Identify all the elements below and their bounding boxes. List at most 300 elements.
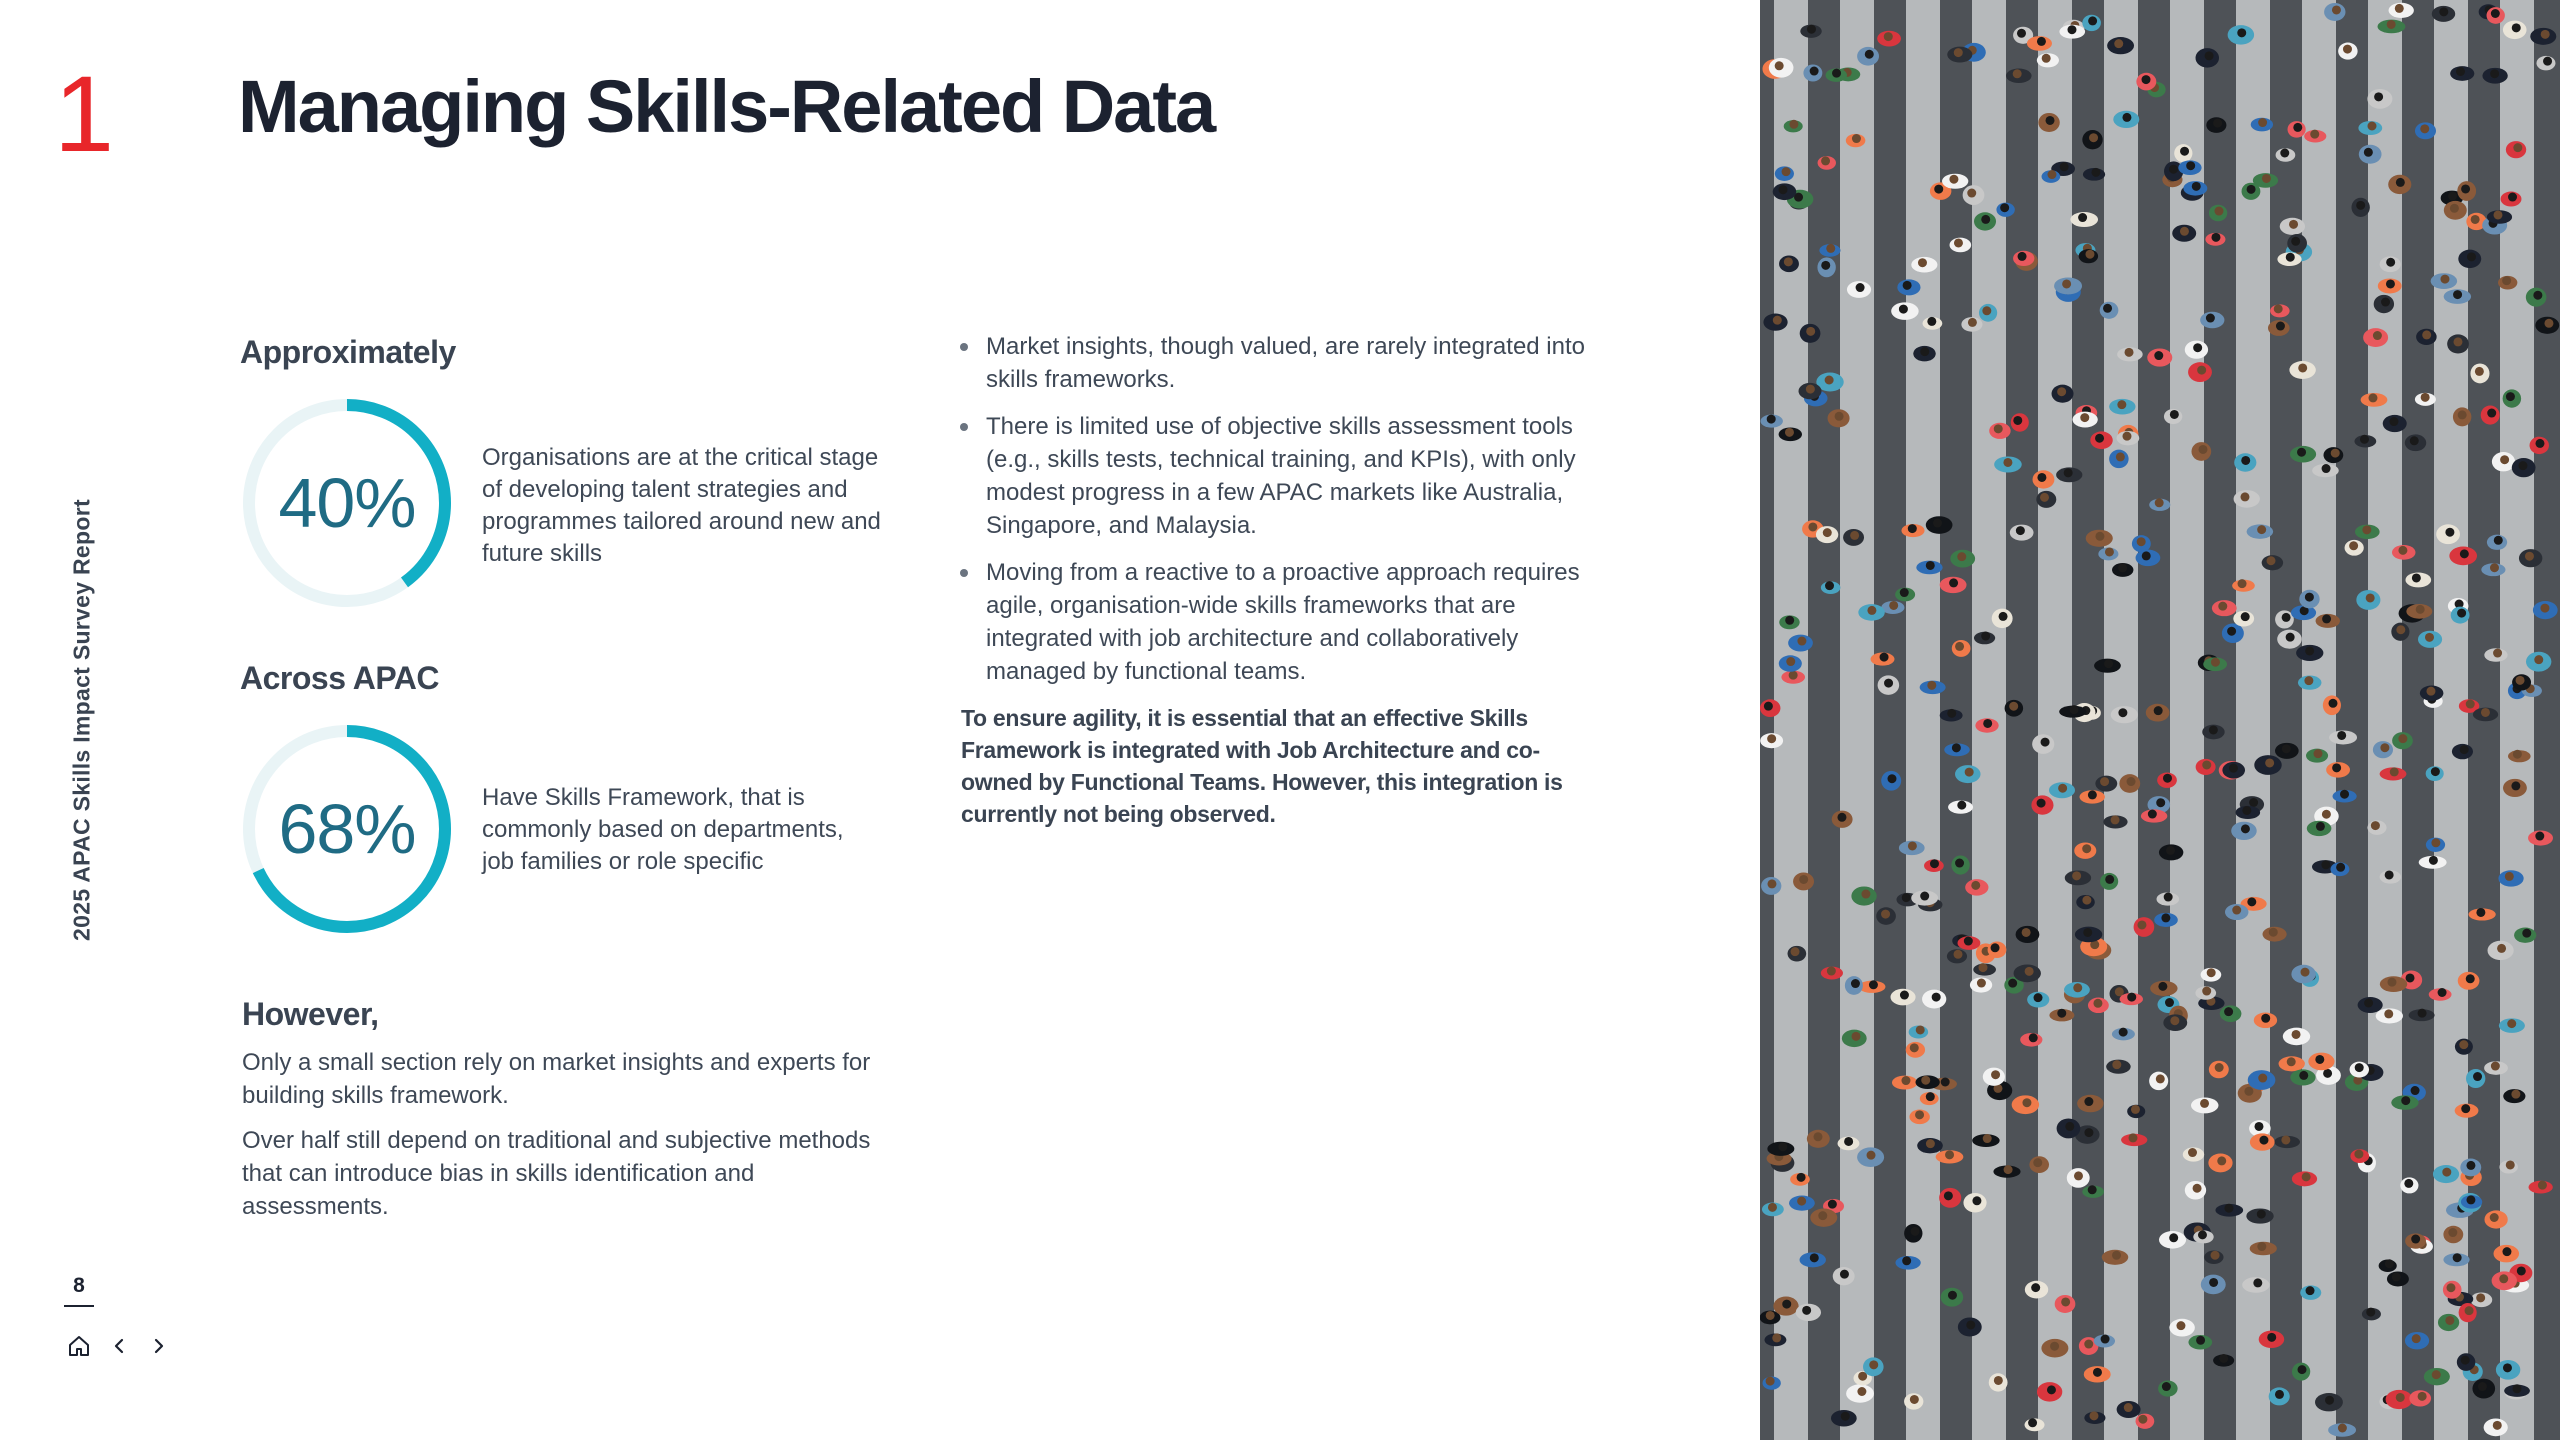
pedestrian (2291, 965, 2315, 984)
pedestrian (2470, 363, 2489, 383)
pedestrian (2117, 347, 2143, 361)
pedestrian (1871, 653, 1895, 666)
pedestrian (2383, 415, 2407, 432)
pedestrian (2268, 320, 2290, 336)
pedestrian (2415, 393, 2436, 406)
pedestrian (2275, 743, 2299, 759)
pedestrian (2338, 43, 2357, 60)
pedestrian (2117, 1401, 2141, 1418)
pedestrian (1773, 183, 1797, 200)
pedestrian (2075, 927, 2102, 943)
pedestrian (1949, 238, 1971, 253)
pedestrian (2350, 1149, 2369, 1163)
pedestrian (2292, 1171, 2317, 1186)
pedestrian (2415, 122, 2436, 139)
pedestrian (2037, 53, 2059, 67)
pedestrian (2438, 1314, 2459, 1331)
pedestrian (2209, 1061, 2229, 1079)
pedestrian (2292, 1363, 2310, 1381)
pedestrian (2388, 175, 2411, 194)
chevron-left-icon (109, 1336, 129, 1356)
pedestrian (1773, 1297, 1798, 1316)
pedestrian (2220, 1005, 2242, 1022)
pedestrian (2191, 1097, 2218, 1113)
crosswalk-stripe (1774, 0, 1808, 1440)
pedestrian (2136, 73, 2156, 91)
pedestrian (2460, 1159, 2481, 1177)
pedestrian (2193, 1230, 2213, 1243)
pedestrian (2270, 304, 2290, 317)
pedestrian (1821, 967, 1843, 980)
crosswalk-stripe (1840, 0, 1874, 1440)
pedestrian (2013, 251, 2034, 266)
pedestrian (2262, 555, 2283, 570)
pedestrian (1816, 526, 1838, 543)
crosswalk-stripe (2302, 0, 2336, 1440)
pedestrian (2111, 706, 2138, 723)
pedestrian (1975, 718, 1998, 732)
pedestrian (2254, 1013, 2277, 1029)
pedestrian (2499, 1018, 2525, 1033)
pedestrian (2242, 183, 2261, 200)
pedestrian (2025, 1418, 2045, 1431)
pedestrian (2487, 7, 2505, 24)
pedestrian (2466, 1069, 2485, 1088)
pedestrian (2159, 1231, 2186, 1249)
pedestrian (1828, 409, 1850, 427)
pedestrian (2316, 614, 2340, 628)
stat-value: 40% (278, 464, 416, 542)
pedestrian (2498, 276, 2517, 290)
pedestrian (2323, 695, 2341, 715)
pedestrian (2204, 1250, 2223, 1263)
pedestrian (2280, 218, 2305, 235)
pedestrian (2380, 976, 2407, 992)
pedestrian (1895, 588, 1915, 602)
pedestrian (1926, 516, 1953, 534)
pedestrian (2499, 1160, 2518, 1173)
pedestrian (1890, 989, 1915, 1006)
pedestrian (2208, 1153, 2232, 1172)
pedestrian (2443, 1253, 2469, 1266)
pedestrian (1799, 383, 1822, 399)
pedestrian (1762, 1202, 1784, 1216)
pedestrian (2373, 741, 2393, 758)
pedestrian (1895, 1256, 1920, 1270)
pedestrian (2498, 870, 2523, 886)
pedestrian (1796, 1304, 1821, 1321)
pedestrian (2457, 181, 2476, 201)
pedestrian (1761, 877, 1781, 895)
pedestrian (2052, 385, 2074, 403)
pedestrian (2345, 540, 2364, 556)
pedestrian (1989, 423, 2010, 439)
pedestrian (1793, 872, 1814, 890)
pedestrian (1948, 801, 1973, 814)
list-item: There is limited use of objective skills assessment tools (e.g., skills tests, technical training, and KPIs), with only modest progress in a few APAC markets like Australia, Singapore, and Malaysia. (958, 410, 1618, 542)
pedestrian (2356, 590, 2380, 610)
pedestrian (2172, 225, 2196, 242)
pedestrian (1876, 907, 1896, 925)
pedestrian (2300, 1285, 2321, 1300)
pedestrian (1906, 1042, 1925, 1058)
pedestrian (2041, 1339, 2068, 1358)
pedestrian (2405, 434, 2426, 451)
pedestrian (1963, 1193, 1986, 1213)
pedestrian (2482, 68, 2507, 84)
pedestrian (2016, 926, 2040, 943)
pedestrian (2201, 1275, 2226, 1295)
pedestrian (2163, 1014, 2187, 1031)
pedestrian (2449, 547, 2477, 566)
pedestrian (2025, 1281, 2048, 1299)
pedestrian (1842, 1030, 1867, 1047)
pedestrian (1760, 733, 1783, 748)
pedestrian (2484, 1061, 2508, 1075)
pedestrian (1763, 1377, 1781, 1390)
pedestrian (2290, 1069, 2315, 1085)
pedestrian (2032, 734, 2054, 754)
pedestrian (2451, 607, 2470, 624)
pedestrian (2380, 767, 2407, 780)
pedestrian (2484, 1418, 2508, 1436)
pedestrian (2156, 892, 2179, 905)
pedestrian (1779, 615, 1799, 629)
pedestrian (2277, 252, 2301, 266)
pedestrian (2112, 563, 2133, 577)
pedestrian (2526, 652, 2551, 672)
pedestrian (2094, 659, 2121, 673)
pedestrian (1947, 949, 1967, 963)
pedestrian (2416, 329, 2437, 345)
pedestrian (2191, 442, 2211, 461)
pedestrian (1958, 1317, 1982, 1336)
pedestrian (1996, 203, 2014, 217)
pedestrian (2250, 1133, 2275, 1150)
pedestrian (2323, 447, 2343, 463)
pedestrian (2526, 288, 2547, 307)
list-item: Moving from a reactive to a proactive approach requires agile, organisation-wide skills frameworks that are integrated with job architecture and collaboratively managed by functional teams. (958, 556, 1618, 688)
pedestrian (2079, 790, 2104, 803)
pedestrian (2533, 601, 2558, 619)
pedestrian (2530, 437, 2549, 454)
pedestrian (2196, 759, 2216, 775)
pedestrian (1763, 314, 1787, 331)
pedestrian (2037, 1382, 2062, 1401)
pedestrian (1858, 604, 1884, 621)
pedestrian (1891, 302, 1918, 320)
pedestrian (2453, 407, 2471, 426)
pedestrian (1847, 281, 1871, 298)
pedestrian (1899, 841, 1925, 855)
pedestrian (2329, 730, 2357, 744)
pedestrian (2228, 25, 2255, 44)
pedestrian (2452, 744, 2473, 759)
emphasis-statement: To ensure agility, it is essential that an effective Skills Framework is integrated with Job Architecture and co-owned by Functional Teams. However, this integration is currently not being observed. (961, 705, 1563, 827)
pedestrian (2076, 895, 2095, 909)
pedestrian (1915, 1075, 1939, 1089)
pedestrian (1974, 212, 1996, 230)
pedestrian (2473, 708, 2498, 722)
pedestrian (1775, 166, 1794, 181)
pedestrian (2392, 545, 2416, 560)
pedestrian (2235, 806, 2260, 819)
pedestrian (2472, 1379, 2495, 1399)
pedestrian (2056, 467, 2082, 482)
pedestrian (2038, 113, 2059, 132)
pedestrian (2458, 250, 2481, 268)
pedestrian (2503, 1089, 2525, 1103)
pedestrian (2055, 1295, 2076, 1313)
pedestrian (1936, 1150, 1964, 1163)
pedestrian (1917, 1138, 1943, 1153)
pedestrian (2367, 820, 2386, 835)
previous-page-button[interactable] (106, 1333, 132, 1359)
pedestrian (2136, 1414, 2155, 1429)
pedestrian (2248, 1070, 2276, 1090)
pedestrian (1818, 156, 1836, 170)
pedestrian (2496, 1360, 2520, 1380)
pedestrian (2065, 870, 2091, 885)
pedestrian (2355, 525, 2380, 539)
pedestrian (1950, 550, 1975, 568)
pedestrian (2506, 141, 2526, 158)
pedestrian (2374, 295, 2394, 313)
next-page-button[interactable] (146, 1333, 172, 1359)
pedestrian (2287, 234, 2307, 253)
pedestrian (1904, 1224, 1922, 1243)
pedestrian (1963, 185, 1985, 205)
pedestrian (2494, 1245, 2520, 1263)
pedestrian (1965, 879, 1988, 895)
pedestrian (2289, 361, 2315, 379)
pedestrian (2157, 773, 2177, 788)
pedestrian (2326, 762, 2350, 778)
pedestrian (1767, 1142, 1794, 1156)
pedestrian (2209, 205, 2227, 222)
pedestrian (1970, 977, 1992, 992)
pedestrian (2512, 674, 2531, 690)
pedestrian (1881, 771, 1901, 791)
pedestrian (2203, 657, 2227, 671)
pedestrian (1788, 946, 1807, 962)
pedestrian (2519, 549, 2542, 567)
crosswalk-stripe (1906, 0, 1940, 1440)
pedestrian (1920, 681, 1946, 695)
pedestrian (2459, 1303, 2477, 1322)
pedestrian (1807, 1130, 1830, 1148)
pedestrian (2134, 917, 2155, 937)
pedestrian (2406, 604, 2432, 619)
pedestrian (1838, 1137, 1860, 1151)
pedestrian (2312, 464, 2339, 477)
pedestrian (2269, 1387, 2290, 1405)
pedestrian (2400, 1177, 2418, 1193)
pedestrian (1779, 655, 1802, 672)
page-title: Managing Skills-Related Data (238, 65, 1215, 148)
pedestrian (2488, 941, 2514, 960)
pedestrian (2082, 15, 2101, 31)
pedestrian (2378, 278, 2402, 293)
pedestrian (2011, 413, 2029, 432)
pedestrian (1857, 47, 1879, 66)
pedestrian (2020, 1033, 2042, 1047)
pedestrian (2409, 1390, 2431, 1406)
pedestrian (2259, 1331, 2285, 1348)
pedestrian (2031, 795, 2053, 814)
pedestrian (2359, 145, 2382, 164)
pedestrian (1803, 65, 1822, 82)
pedestrian (1878, 675, 1900, 694)
pedestrian (2290, 446, 2316, 463)
pedestrian (2426, 838, 2445, 852)
pedestrian (2196, 48, 2220, 67)
pedestrian (2136, 550, 2161, 567)
pedestrian (1979, 304, 1997, 322)
pedestrian (2512, 458, 2536, 477)
pedestrian (2027, 992, 2049, 1008)
pedestrian (2141, 809, 2167, 822)
pedestrian (1941, 1288, 1964, 1307)
pedestrian (2481, 405, 2500, 424)
pedestrian (2376, 1008, 2403, 1023)
pedestrian (1972, 1134, 1999, 1147)
pedestrian (2487, 535, 2507, 550)
pedestrian (2405, 572, 2431, 587)
pedestrian (2492, 452, 2515, 471)
pedestrian (2158, 1380, 2178, 1396)
page-navigation (66, 1333, 172, 1359)
pedestrian (2455, 1039, 2473, 1055)
pedestrian (2029, 1156, 2049, 1173)
pedestrian (2109, 399, 2135, 415)
pedestrian (1951, 855, 1969, 874)
pedestrian (2205, 233, 2225, 246)
pedestrian (1911, 257, 1937, 273)
pedestrian (1988, 942, 2007, 959)
pedestrian (2298, 676, 2322, 690)
pedestrian (1957, 936, 1980, 950)
crosswalk-stripe (2038, 0, 2072, 1440)
pedestrian (1909, 1110, 1929, 1125)
pedestrian (2200, 312, 2224, 329)
pedestrian (2149, 1072, 2168, 1091)
pedestrian (2054, 277, 2082, 294)
pedestrian (2484, 648, 2507, 662)
pedestrian (2432, 6, 2455, 22)
pedestrian (2169, 1319, 2194, 1337)
pedestrian (2006, 69, 2032, 83)
pedestrian (1863, 1357, 1884, 1376)
pedestrian (2350, 1062, 2369, 1078)
pedestrian (2057, 1119, 2081, 1139)
pedestrian (1897, 279, 1920, 295)
pedestrian (1904, 1393, 1923, 1409)
pedestrian (2106, 1060, 2130, 1074)
pedestrian (2503, 779, 2527, 797)
pedestrian (2492, 1271, 2517, 1290)
pedestrian (2470, 1292, 2492, 1307)
pedestrian (2146, 704, 2170, 722)
pedestrian (2159, 844, 2183, 860)
pedestrian (2380, 870, 2401, 883)
pedestrian (2420, 685, 2444, 700)
pedestrian (2447, 334, 2469, 353)
pedestrian (2419, 856, 2447, 869)
stat-description: Have Skills Framework, that is commonly based on departments, job families or role specific (482, 784, 844, 875)
pedestrian (2386, 1390, 2413, 1409)
pedestrian (1846, 1384, 1874, 1402)
stat-heading-across-apac: Across APAC (240, 660, 439, 696)
pedestrian (2277, 630, 2302, 649)
pedestrian (2296, 645, 2323, 661)
pedestrian (2222, 623, 2244, 643)
pedestrian (1913, 346, 1935, 361)
crowd-crosswalk-image (1760, 0, 2560, 1440)
pedestrian (2059, 25, 2085, 39)
pedestrian (1944, 743, 1970, 756)
pedestrian (2088, 998, 2109, 1013)
pedestrian (1760, 415, 1782, 428)
pedestrian (2231, 822, 2257, 840)
pedestrian (2283, 1028, 2310, 1046)
pedestrian (2455, 1104, 2479, 1118)
pedestrian (2514, 928, 2536, 943)
pedestrian (2481, 563, 2505, 576)
home-button[interactable] (66, 1333, 92, 1359)
pedestrian (2324, 3, 2345, 21)
pedestrian (2308, 1053, 2334, 1071)
pedestrian (2185, 341, 2208, 359)
pedestrian (2363, 328, 2388, 347)
pedestrian (2206, 117, 2226, 133)
pedestrian (2351, 198, 2369, 217)
page-number-underline (64, 1305, 94, 1307)
section-number: 1 (54, 53, 115, 174)
pedestrian (2225, 904, 2248, 920)
pedestrian (2164, 409, 2182, 424)
pedestrian (1810, 1209, 1837, 1227)
pedestrian (1901, 524, 1924, 537)
pedestrian (2049, 782, 2075, 798)
pedestrian (2246, 1208, 2273, 1223)
stat-description: Organisations are at the critical stage of developing talent strategies and programmes tailored around new and future skills (482, 444, 881, 567)
pedestrian (2251, 118, 2273, 132)
pedestrian (1916, 561, 1942, 575)
pedestrian (2307, 821, 2332, 836)
pedestrian (2079, 249, 2098, 263)
pedestrian (1911, 890, 1938, 905)
pedestrian (1952, 640, 1971, 657)
pedestrian (2431, 273, 2458, 289)
pedestrian (1940, 577, 1967, 593)
pedestrian (1892, 1076, 1918, 1090)
crosswalk-stripe (2236, 0, 2270, 1440)
pedestrian (2174, 144, 2192, 162)
pedestrian (2036, 491, 2056, 508)
pedestrian (2380, 256, 2401, 272)
pedestrian (2012, 1095, 2039, 1114)
pedestrian (2005, 700, 2024, 717)
however-paragraph-1: Only a small section rely on market insights and experts for building skills framework. (242, 1049, 871, 1109)
pedestrian (2113, 111, 2139, 128)
pedestrian (2405, 1332, 2429, 1349)
pedestrian (2328, 1423, 2356, 1437)
pedestrian (2361, 393, 2388, 407)
pedestrian (2064, 982, 2090, 998)
pedestrian (2392, 732, 2413, 749)
pedestrian (2222, 762, 2245, 779)
